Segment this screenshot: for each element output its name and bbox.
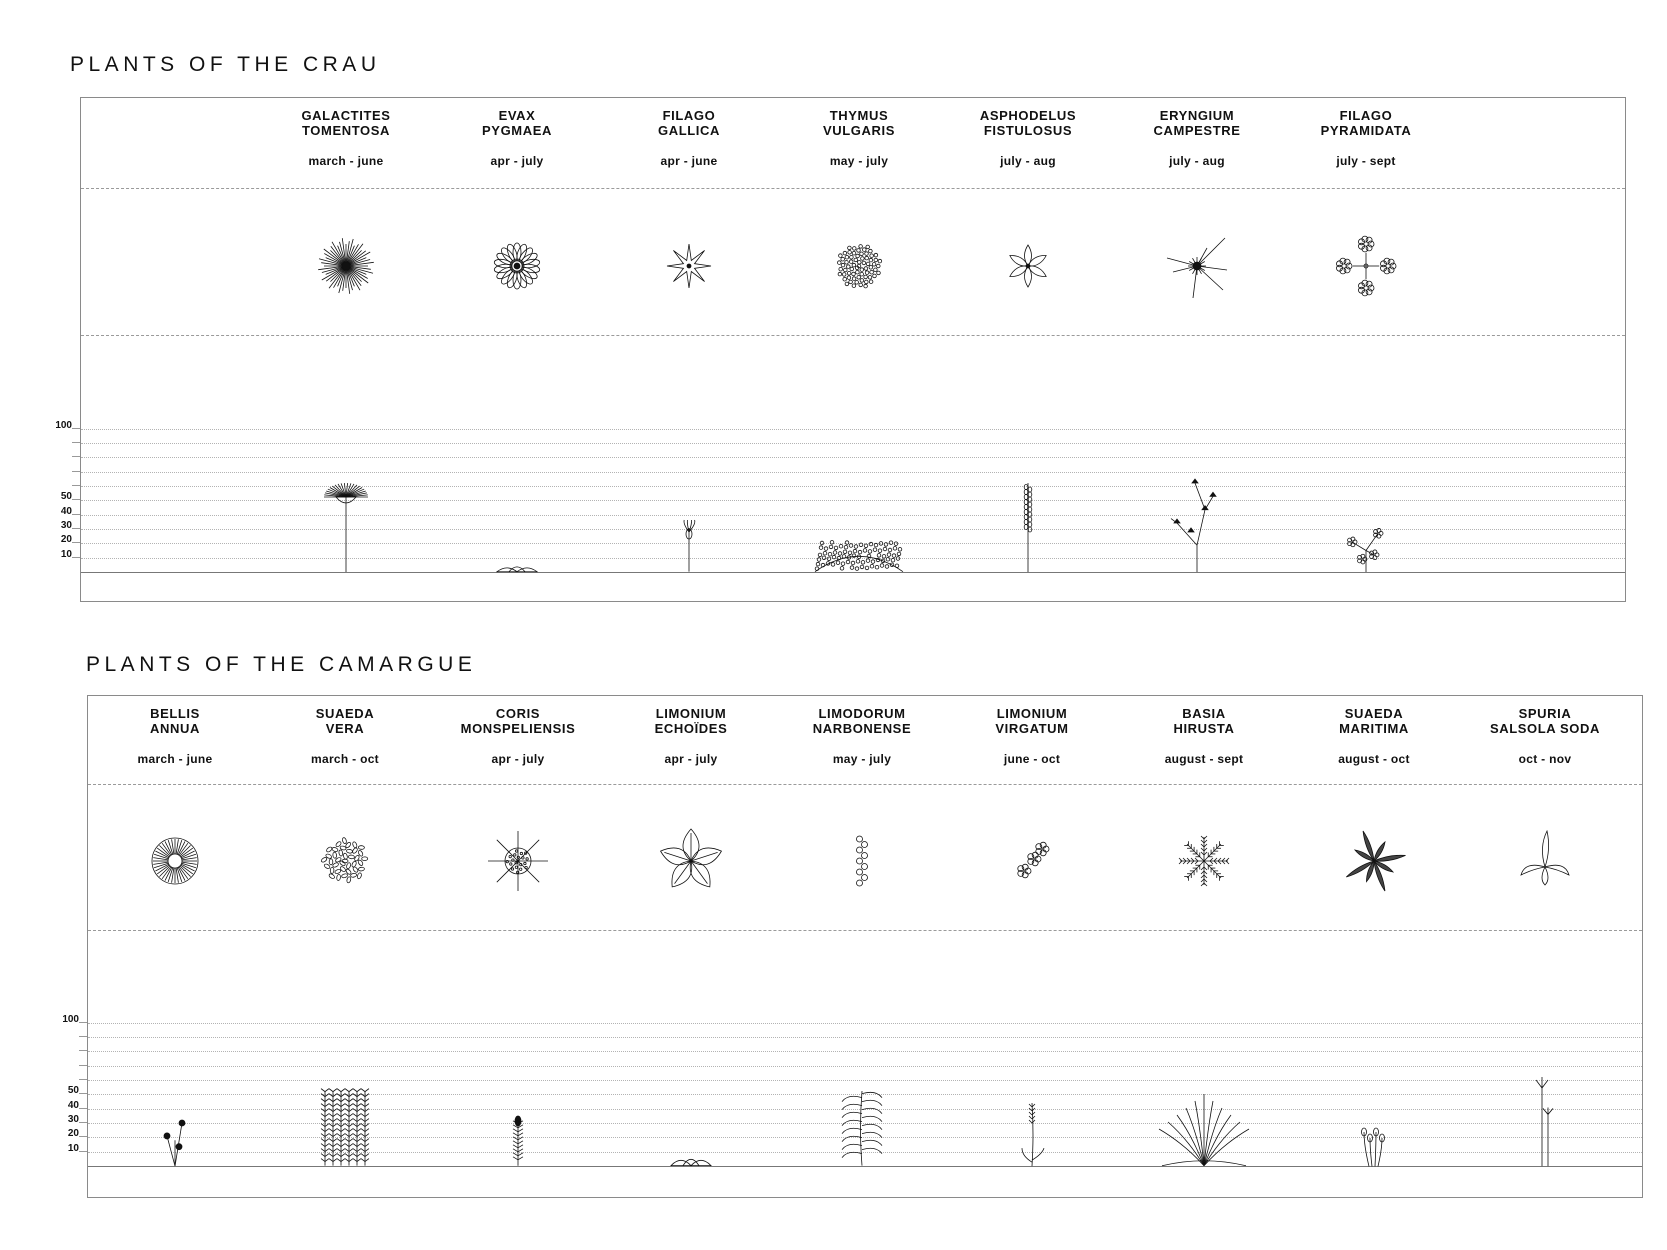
scale-line-90 [81,443,1625,444]
flowering-season: march - june [137,752,213,766]
scale-tick-mark [79,1079,87,1080]
plant-elevation-bellis-annua [125,1117,225,1172]
divider-icons [88,930,1642,931]
scale-tick-mark [79,1151,87,1152]
plant-name-species: PYRAMIDATA [1320,123,1412,138]
plant-header-asphodelus-fistulosus [948,108,1108,168]
flowering-season: august - oct [1338,752,1410,766]
flowering-season: may - july [829,154,889,168]
flowering-season: apr - june [660,154,718,168]
cluster-flower-icon [819,226,899,306]
leafy-cluster-icon [305,821,385,901]
scale-tick-mark [72,542,80,543]
bud-column-icon [822,821,902,901]
plant-name-species: ANNUA [150,721,200,736]
flowering-season: march - oct [311,752,379,766]
five-petal-flower-icon [651,821,731,901]
plant-header-spuria-salsola-soda [1465,706,1625,766]
scale-tick-mark [79,1036,87,1037]
scale-tick-mark [72,485,80,486]
plant-name-species: HIRUSTA [1173,721,1235,736]
plant-elevation-limonium-echo-des [641,1151,741,1172]
crau-panel [80,97,1626,602]
divider-icons [81,335,1625,336]
plant-header-limonium-echo-des [611,706,771,766]
flowering-season: july - aug [1169,154,1225,168]
plant-header-coris-monspeliensis [438,706,598,766]
plant-name: ASPHODELUS [979,108,1077,123]
scale-label-100: 100 [62,1013,79,1025]
plant-name-species: MONSPELIENSIS [460,721,576,736]
scale-line-90 [88,1037,1642,1038]
feathery-star-icon [1164,821,1244,901]
plant-name: LIMONIUM [655,706,727,721]
scale-tick-mark [72,514,80,515]
divider-header [81,188,1625,189]
plant-name: THYMUS [829,108,889,123]
scale-tick-mark [79,1122,87,1123]
section-title-crau: PLANTS OF THE CRAU [70,53,381,76]
plant-name-species: SALSOLA SODA [1489,721,1600,736]
divider-header [88,784,1642,785]
plant-elevation-thymus-vulgaris [809,537,909,578]
scale-label-100: 100 [55,419,72,431]
scale-tick-mark [72,428,80,429]
scale-label-40: 40 [67,1099,79,1111]
plant-elevation-spuria-salsola-soda [1495,1074,1595,1172]
scale-tick-mark [72,528,80,529]
plant-name: SPURIA [1518,706,1572,721]
spiked-ball-icon [478,821,558,901]
round-daisy-icon [135,821,215,901]
plant-elevation-basia-hirusta [1154,1088,1254,1172]
plant-header-filago-pyramidata [1286,108,1446,168]
plant-name: CORIS [495,706,541,721]
flowering-season: oct - nov [1518,752,1572,766]
plant-name-species: CAMPESTRE [1153,123,1241,138]
plant-header-filago-gallica [609,108,769,168]
scale-line-80 [81,457,1625,458]
scale-label-50: 50 [60,491,72,503]
section-title-camargue: PLANTS OF THE CAMARGUE [86,653,477,676]
lily-flower-icon [1505,821,1585,901]
flowering-season: june - oct [1003,752,1061,766]
flowering-season: apr - july [490,154,544,168]
plant-header-limonium-virgatum [952,706,1112,766]
plant-header-bellis-annua [95,706,255,766]
fern-star-icon [1334,821,1414,901]
scale-tick-mark [72,557,80,558]
plant-elevation-filago-pyramidata [1316,523,1416,578]
plant-elevation-asphodelus-fistulosus [978,477,1078,578]
scale-tick-mark [72,499,80,500]
plant-name: SUAEDA [1344,706,1404,721]
plant-name-species: VIRGATUM [995,721,1069,736]
scale-tick-mark [79,1093,87,1094]
plant-elevation-evax-pygmaea [467,560,567,578]
plant-header-evax-pygmaea [437,108,597,168]
plant-elevation-coris-monspeliensis [468,1111,568,1172]
six-petal-flower-icon [988,226,1068,306]
plant-elevation-suaeda-vera [295,1085,395,1172]
plant-name: FILAGO [1339,108,1393,123]
thistle-flower-icon [306,226,386,306]
plant-header-basia-hirusta [1124,706,1284,766]
scale-label-10: 10 [67,1142,79,1154]
scale-label-30: 30 [60,519,72,531]
plant-name: GALACTITES [301,108,391,123]
scale-tick-mark [79,1136,87,1137]
scale-tick-mark [72,471,80,472]
scale-line-70 [81,472,1625,473]
quad-cluster-flower-icon [1326,226,1406,306]
plant-elevation-limodorum-narbonense [812,1085,912,1172]
scale-tick-mark [79,1065,87,1066]
scale-label-30: 30 [67,1113,79,1125]
plant-name-species: VERA [325,721,365,736]
scale-line-80 [88,1051,1642,1052]
plant-elevation-galactites-tomentosa [296,477,396,578]
flowering-season: apr - july [664,752,718,766]
spiky-flower-icon [1157,226,1237,306]
plant-elevation-limonium-virgatum [982,1097,1082,1172]
plant-name-species: GALLICA [658,123,720,138]
plant-header-limodorum-narbonense [782,706,942,766]
plant-name-species: PYGMAEA [482,123,552,138]
plant-elevation-eryngium-campestre [1147,477,1247,578]
plant-header-thymus-vulgaris [779,108,939,168]
scale-label-20: 20 [60,534,72,546]
scale-tick-mark [79,1022,87,1023]
scale-tick-mark [72,456,80,457]
scale-line-100 [88,1023,1642,1024]
scale-tick-mark [72,442,80,443]
plant-name-species: MARITIMA [1339,721,1409,736]
plant-name: EVAX [498,108,536,123]
plant-header-suaeda-maritima [1294,706,1454,766]
plant-header-eryngium-campestre [1117,108,1277,168]
blossom-trio-icon [992,821,1072,901]
camargue-panel [87,695,1643,1198]
plant-name: LIMODORUM [818,706,906,721]
flowering-season: march - june [308,154,384,168]
plant-header-suaeda-vera [265,706,425,766]
plant-name: BELLIS [150,706,200,721]
star-flower-icon [649,226,729,306]
scale-label-10: 10 [60,548,72,560]
flowering-season: apr - july [491,752,545,766]
plant-name: LIMONIUM [996,706,1068,721]
plant-name: FILAGO [662,108,716,123]
scale-label-20: 20 [67,1128,79,1140]
scale-line-100 [81,429,1625,430]
scale-line-70 [88,1066,1642,1067]
plant-name-species: VULGARIS [823,123,895,138]
plant-name-species: FISTULOSUS [983,123,1073,138]
plant-elevation-filago-gallica [639,514,739,578]
plant-name: BASIA [1182,706,1226,721]
plant-name: ERYNGIUM [1159,108,1235,123]
plant-header-galactites-tomentosa [266,108,426,168]
scale-tick-mark [79,1108,87,1109]
flowering-season: july - sept [1336,154,1396,168]
scale-label-40: 40 [60,505,72,517]
scale-line-60 [88,1080,1642,1081]
flowering-season: august - sept [1164,752,1244,766]
plant-name-species: ECHOÏDES [654,721,728,736]
flowering-season: july - aug [1000,154,1056,168]
plant-name-species: NARBONENSE [812,721,912,736]
plant-elevation-suaeda-maritima [1324,1126,1424,1172]
flowering-season: may - july [832,752,892,766]
scale-tick-mark [79,1050,87,1051]
scale-label-50: 50 [67,1085,79,1097]
plant-name-species: TOMENTOSA [302,123,390,138]
plant-name: SUAEDA [315,706,375,721]
daisy-flower-icon [477,226,557,306]
